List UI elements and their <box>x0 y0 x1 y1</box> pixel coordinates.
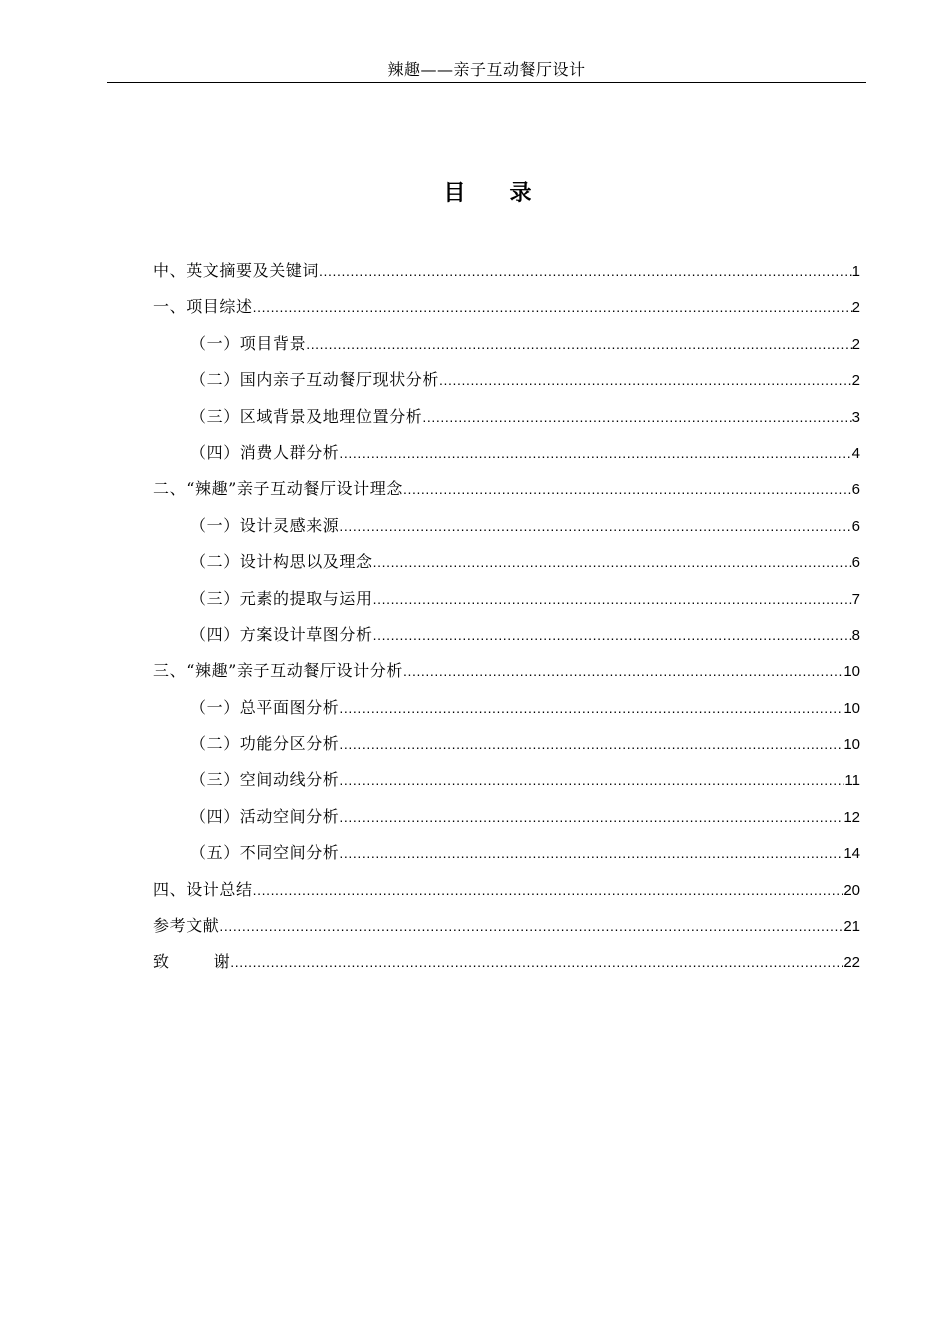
toc-entry-page: 11 <box>844 772 860 790</box>
toc-entry-label: （一）项目背景 <box>190 333 307 353</box>
toc-entry[interactable] <box>153 762 860 798</box>
toc-entry-label: （四）消费人群分析 <box>190 442 340 462</box>
toc-leader-dots <box>339 435 851 471</box>
toc-title-char-2: 录 <box>509 180 532 206</box>
toc-leader-dots <box>253 872 844 908</box>
toc-entry-label: （二）设计构思以及理念 <box>190 552 373 572</box>
toc-leader-dots <box>373 581 852 617</box>
toc-entry-page: 1 <box>851 263 860 280</box>
toc-entry-page: 12 <box>843 808 860 826</box>
toc-entry-label: 二、“辣趣”亲子互动餐厅设计理念 <box>153 479 403 499</box>
toc-entry-page: 10 <box>843 736 860 754</box>
toc-entry-page: 6 <box>851 481 860 499</box>
toc-leader-dots <box>373 544 852 580</box>
toc-leader-dots <box>230 944 843 980</box>
toc-entry-label: （一）总平面图分析 <box>190 697 340 717</box>
toc-entry-label: 中、英文摘要及关键词 <box>153 261 320 280</box>
toc-entry-label: （三）区域背景及地理位置分析 <box>190 406 423 426</box>
running-header <box>107 58 866 83</box>
toc-entry[interactable] <box>153 399 860 435</box>
toc-entry-page: 2 <box>851 372 860 390</box>
toc-entry-page: 6 <box>851 554 860 572</box>
toc-entry[interactable] <box>153 690 860 726</box>
toc-entry[interactable] <box>153 653 860 689</box>
toc-leader-dots <box>373 617 852 653</box>
toc-leader-dots <box>422 399 851 435</box>
toc-entry-page: 22 <box>843 954 860 972</box>
toc-entry-page: 7 <box>851 590 860 608</box>
toc-entry-label <box>153 944 230 980</box>
toc-entry[interactable] <box>153 581 860 617</box>
toc-leader-dots <box>339 726 843 762</box>
toc-leader-dots <box>339 762 844 798</box>
toc-entry-label: 一、项目综述 <box>153 297 253 317</box>
toc-entry-label: （二）国内亲子互动餐厅现状分析 <box>190 370 440 390</box>
toc-entry-page: 4 <box>851 444 860 462</box>
toc-entry-page: 10 <box>843 663 860 681</box>
toc-leader-dots <box>403 653 843 689</box>
toc-entry-label: （四）方案设计草图分析 <box>190 624 373 644</box>
toc-entry-page: 2 <box>851 335 860 353</box>
toc-entry-label: 三、“辣趣”亲子互动餐厅设计分析 <box>153 661 403 681</box>
toc-entry-label: （五）不同空间分析 <box>190 843 340 863</box>
toc-entry[interactable] <box>153 944 860 980</box>
toc-leader-dots <box>319 253 852 289</box>
toc-entry-label-part-2: 谢 <box>213 952 231 972</box>
toc-entry-label: （一）设计灵感来源 <box>190 515 340 535</box>
toc-title-char-1: 目 <box>443 180 466 206</box>
toc-entry-page: 10 <box>843 699 860 717</box>
toc-entry-page: 14 <box>843 845 860 863</box>
toc-leader-dots <box>253 289 852 325</box>
toc-entry-page: 20 <box>843 881 860 899</box>
toc-leader-dots <box>339 690 843 726</box>
toc-entry-page: 6 <box>851 517 860 535</box>
toc-entry[interactable] <box>153 617 860 653</box>
toc-entry[interactable] <box>153 835 860 871</box>
toc-entry-label-part-1: 致 <box>153 952 170 972</box>
toc-leader-dots <box>403 471 852 507</box>
toc-title <box>0 175 950 211</box>
toc-entry-page: 3 <box>851 408 860 426</box>
toc-entry[interactable] <box>153 508 860 544</box>
toc-entry[interactable] <box>153 908 860 944</box>
toc-entry-label: 四、设计总结 <box>153 879 253 899</box>
toc-entry-page: 8 <box>851 626 860 644</box>
toc-entry-label: （四）活动空间分析 <box>190 806 340 826</box>
toc-entry[interactable] <box>153 726 860 762</box>
toc-entry[interactable] <box>153 435 860 471</box>
toc-leader-dots <box>219 908 843 944</box>
running-title: 辣趣——亲子互动餐厅设计 <box>387 60 586 79</box>
toc-leader-dots <box>339 799 843 835</box>
toc-leader-dots <box>339 508 851 544</box>
toc-entry[interactable] <box>153 471 860 507</box>
toc-leader-dots <box>439 362 852 398</box>
toc-entry[interactable] <box>153 326 860 362</box>
toc-entry[interactable] <box>153 253 860 289</box>
toc-entry-page: 21 <box>843 918 860 936</box>
toc-leader-dots <box>306 326 851 362</box>
toc-entry[interactable] <box>153 799 860 835</box>
toc-entry[interactable] <box>153 872 860 908</box>
toc-entry-label: （二）功能分区分析 <box>190 734 340 754</box>
toc-entry-page: 2 <box>851 299 860 317</box>
toc-leader-dots <box>339 835 843 871</box>
table-of-contents <box>153 253 860 981</box>
toc-entry-label: 参考文献 <box>153 916 220 936</box>
toc-entry-label: （三）元素的提取与运用 <box>190 588 373 608</box>
toc-entry[interactable] <box>153 544 860 580</box>
toc-entry[interactable] <box>153 289 860 325</box>
toc-entry-label: （三）空间动线分析 <box>190 770 340 790</box>
toc-entry[interactable] <box>153 362 860 398</box>
